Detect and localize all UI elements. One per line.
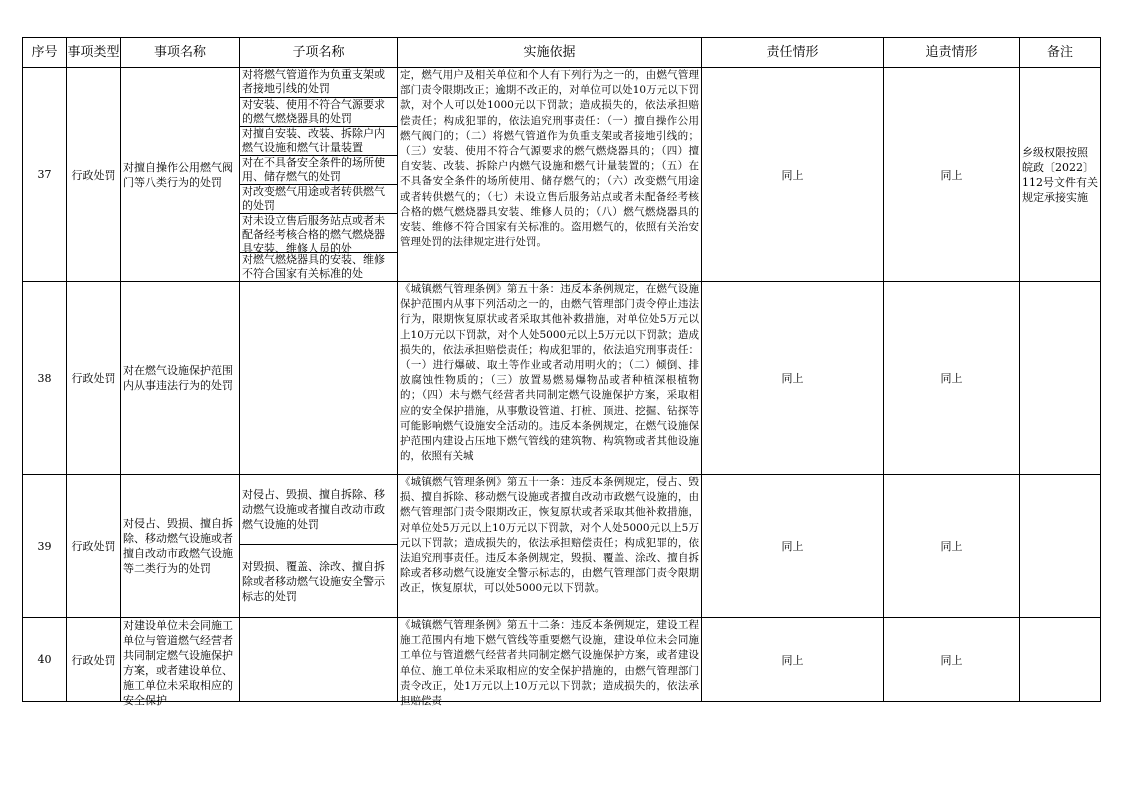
sub-item: 对在不具备安全条件的场所使用、储存燃气的处罚	[240, 156, 397, 185]
header-remarks: 备注	[1020, 38, 1101, 68]
row-item-name: 对擅自操作公用燃气阀门等八类行为的处罚	[121, 68, 240, 282]
row-basis	[398, 68, 702, 282]
header-basis: 实施依据	[398, 38, 702, 68]
row-basis	[398, 618, 702, 708]
row-seq: 40	[23, 618, 67, 702]
header-accountability: 追责情形	[884, 38, 1020, 68]
row-remarks	[1020, 282, 1101, 475]
basis-text: 《城镇燃气管理条例》第五十二条：违反本条例规定，建设工程施工范围内有地下燃气管线等重要燃气设施，建设单位未会同施工单位与管道燃气经营者共同制定燃气设施保护方案，或者建设单位、施工单位未采取相应的安全保护措施的，由燃气管理部门责令改正，处1万元以上10万元以下罚款；造成损失的，依法承担赔偿责	[400, 619, 699, 708]
header-responsibility: 责任情形	[702, 38, 884, 68]
row-responsibility: 同上	[702, 282, 884, 475]
row-item-name: 对在燃气设施保护范围内从事违法行为的处罚	[121, 282, 240, 475]
basis-text: 《城镇燃气管理条例》第五十一条：违反本条例规定，侵占、毁损、擅自拆除、移动燃气设施或者擅自改动市政燃气设施的，由燃气管理部门责令限期改正，恢复原状或者采取其他补救措施，对单位处5万元以上10万元以下罚款，对个人处5000元以上5万元以下罚款；造成损失的，依法承担赔偿责任；构成犯罪的，依法追究刑事责任。违反本条例规定，毁损、覆盖、涂改、擅自拆除或者移动燃气设施安全警示标志的，由燃气管理部门责令限期改正，恢复原状，可以处5000元以下罚款。	[400, 476, 699, 595]
table-row	[23, 618, 1101, 702]
row-seq: 39	[23, 475, 67, 618]
row-seq: 38	[23, 282, 67, 475]
table-row	[23, 68, 1101, 282]
row-basis	[398, 475, 702, 618]
row-responsibility: 同上	[702, 475, 884, 618]
row-remarks	[1020, 618, 1101, 702]
row-accountability: 同上	[884, 282, 1020, 475]
table-row	[23, 282, 1101, 475]
row-responsibility: 同上	[702, 68, 884, 282]
row-remarks: 乡级权限按照皖政〔2022〕112号文件有关规定承接实施	[1020, 68, 1101, 282]
sub-item: 对燃气燃烧器具的安装、维修不符合国家有关标准的处	[242, 253, 385, 281]
row-remarks	[1020, 475, 1101, 618]
sub-item: 对擅自安装、改装、拆除户内燃气设施和燃气计量装置	[240, 127, 397, 156]
row-basis	[398, 282, 702, 475]
row-responsibility: 同上	[702, 618, 884, 702]
row-sub-items	[240, 282, 398, 475]
header-sub-name: 子项名称	[240, 38, 398, 68]
header-seq: 序号	[23, 38, 67, 68]
row-type: 行政处罚	[67, 282, 121, 475]
row-accountability: 同上	[884, 68, 1020, 282]
table-row	[23, 475, 1101, 618]
header-type: 事项类型	[67, 38, 121, 68]
basis-text: 《城镇燃气管理条例》第五十条：违反本条例规定，在燃气设施保护范围内从事下列活动之一的，由燃气管理部门责令停止违法行为，限期恢复原状或者采取其他补救措施，对单位处5万元以上10万元以下罚款，对个人处5000元以上5万元以下罚款；造成损失的，依法承担赔偿责任；构成犯罪的，依法追究刑事责任：（一）进行爆破、取土等作业或者动用明火的；（二）倾倒、排放腐蚀性物质的；（三）放置易燃易爆物品或者种植深根植物的；（四）未与燃气经营者共同制定燃气设施保护方案，采取相应的安全保护措施，从事敷设管道、打桩、顶进、挖掘、钻探等可能影响燃气设施安全活动的。违反本条例规定，在燃气设施保护范围内建设占压地下燃气管线的建筑物、构筑物或者其他设施的，依照有关城	[400, 283, 699, 463]
basis-text: 定，燃气用户及相关单位和个人有下列行为之一的，由燃气管理部门责令限期改正；逾期不改正的，对单位可以处10万元以下罚款，对个人可以处1000元以下罚款；造成损失的，依法承担赔偿责任；构成犯罪的，依法追究刑事责任：（一）擅自操作公用燃气阀门的；（二）将燃气管道作为负重支架或者接地引线的；（三）安装、使用不符合气源要求的燃气燃烧器具的；（四）擅自安装、改装、拆除户内燃气设施和燃气计量装置的；（五）在不具备安全条件的场所使用、储存燃气的；（六）改变燃气用途或者转供燃气的；（七）未设立售后服务站点或者未配备经考核合格的燃气燃烧器具安装、维修人员的；（八）燃气燃烧器具的安装、维修不符合国家有关标准的。盗用燃气的，依照有关治安管理处罚的法律规定进行处罚。	[400, 69, 699, 249]
row-accountability: 同上	[884, 618, 1020, 702]
sub-item: 对侵占、毁损、擅自拆除、移动燃气设施或者擅自改动市政燃气设施的处罚	[240, 475, 397, 545]
sub-item: 对将燃气管道作为负重支架或者接地引线的处罚	[240, 68, 397, 98]
header-row	[23, 38, 1101, 68]
row-seq: 37	[23, 68, 67, 282]
row-item-name	[121, 618, 240, 707]
sub-item: 对毁损、覆盖、涂改、擅自拆除或者移动燃气设施安全警示标志的处罚	[242, 559, 385, 603]
row-type: 行政处罚	[67, 68, 121, 282]
row-sub-items	[240, 68, 398, 282]
sub-item: 对未设立售后服务站点或者未配备经考核合格的燃气燃烧器具安装、维修人员的处	[240, 214, 397, 253]
row-sub-items	[240, 618, 398, 702]
sub-item: 对改变燃气用途或者转供燃气的处罚	[240, 185, 397, 214]
row-type: 行政处罚	[67, 618, 121, 702]
row-type: 行政处罚	[67, 475, 121, 618]
row-accountability: 同上	[884, 475, 1020, 618]
header-item-name: 事项名称	[121, 38, 240, 68]
matter-table	[22, 37, 1101, 708]
item-name-text: 对建设单位未会同施工单位与管道燃气经营者共同制定燃气设施保护方案，或者建设单位、施工单位未采取相应的安全保护	[123, 619, 233, 707]
row-sub-items	[240, 475, 398, 618]
sub-item: 对安装、使用不符合气源要求的燃气燃烧器具的处罚	[240, 98, 397, 127]
row-item-name: 对侵占、毁损、擅自拆除、移动燃气设施或者擅自改动市政燃气设施等二类行为的处罚	[121, 475, 240, 618]
